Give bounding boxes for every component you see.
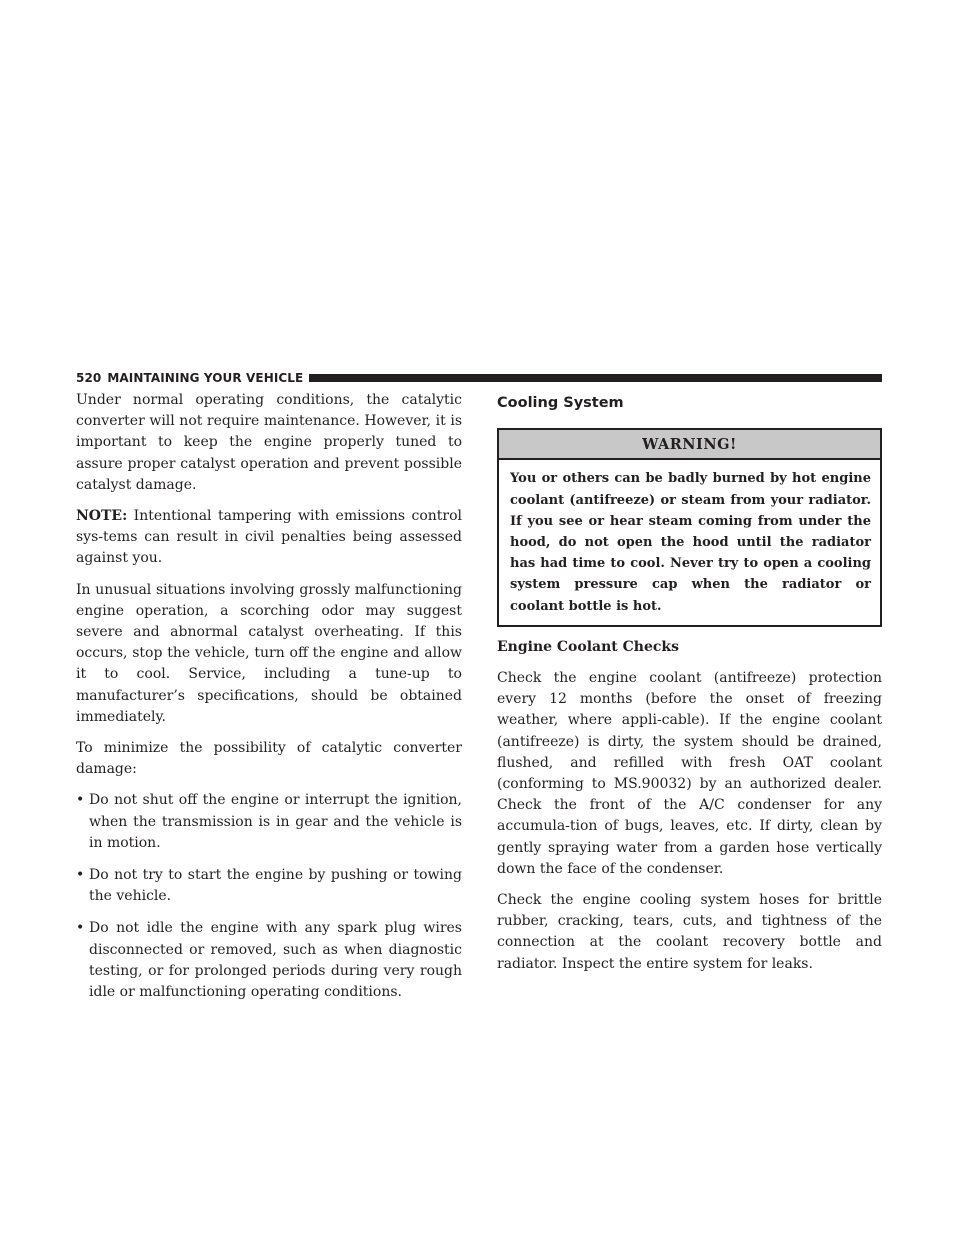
- page-number: 520: [76, 371, 102, 385]
- engine-coolant-checks-heading: Engine Coolant Checks: [497, 638, 679, 655]
- note-label: NOTE:: [76, 508, 128, 525]
- damage-prevention-list: [76, 790, 462, 1003]
- list-item: [76, 918, 462, 1003]
- list-item-text: Do not idle the engine with any spark plug wires disconnected or removed, such as when diagnostic testing, or for prolonged periods during very rough idle or malfunctioning operating conditions.: [89, 920, 462, 1001]
- list-item-text: Do not try to start the engine by pushing or towing the vehicle.: [89, 867, 462, 905]
- header-rule: [309, 374, 882, 382]
- left-column: [76, 390, 462, 1014]
- section-title: MAINTAINING YOUR VEHICLE: [107, 371, 304, 385]
- coolant-check-paragraph: Check the engine coolant (antifreeze) protection every 12 months (before the onset of freezing weather, where appli-cable). If the engine coolant (antifreeze) is dirty, the system should be drained, flushed, and refilled with fresh OAT coolant (conforming to MS.90032) by an authorized dealer. Check the front of the A/C condenser for any accumula-tion of bugs, leaves, etc. If dirty, clean by gently spraying water from a garden hose vertically down the face of the condenser.: [497, 670, 882, 877]
- list-item: [76, 790, 462, 854]
- bullet-icon: •: [76, 920, 85, 937]
- cooling-system-heading: Cooling System: [497, 395, 624, 411]
- right-column: [497, 390, 882, 985]
- list-item-text: Do not shut off the engine or interrupt the ignition, when the transmission is in gear and the vehicle is in motion.: [89, 792, 462, 851]
- page-header: [76, 368, 882, 388]
- overheating-paragraph: In unusual situations involving grossly malfunctioning engine operation, a scorching odor may suggest severe and abnormal catalyst overheating. If this occurs, stop the vehicle, turn off the engine and allow it to cool. Service, including a tune-up to manufacturer’s specifications, should be obtained immediately.: [76, 581, 462, 725]
- damage-intro-paragraph: To minimize the possibility of catalytic converter damage:: [76, 740, 462, 778]
- warning-text: You or others can be badly burned by hot engine coolant (antifreeze) or steam from your radiator. If you see or hear steam coming from under the hood, do not open the hood until the radiator has had time to cool. Never try to open a cooling system pressure cap when the radiator or coolant bottle is hot.: [510, 471, 871, 614]
- note-text: Intentional tampering with emissions control sys-tems can result in civil penalties being assessed against you.: [76, 508, 462, 567]
- warning-title: WARNING!: [499, 430, 880, 460]
- warning-box: [497, 428, 882, 627]
- hose-check-paragraph: Check the engine cooling system hoses for brittle rubber, cracking, tears, cuts, and tightness of the connection at the coolant recovery bottle and radiator. Inspect the entire system for leaks.: [497, 892, 882, 972]
- note-paragraph: [76, 506, 462, 570]
- bullet-icon: •: [76, 792, 85, 809]
- catalytic-intro-paragraph: Under normal operating conditions, the catalytic converter will not require maintenance. However, it is important to keep the engine properly tuned to assure proper catalyst operation and prevent possible catalyst damage.: [76, 392, 462, 493]
- list-item: [76, 865, 462, 907]
- bullet-icon: •: [76, 867, 85, 884]
